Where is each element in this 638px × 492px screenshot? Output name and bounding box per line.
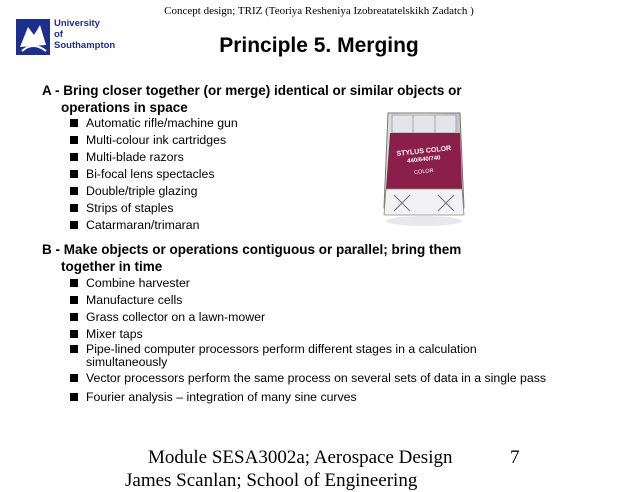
- page-title: Principle 5. Merging: [219, 34, 419, 57]
- bullet-icon: [70, 330, 78, 338]
- section-b-heading-line1: B - Make objects or operations contiguous or parallel; bring them: [42, 242, 462, 257]
- list-item: Manufacture cells: [70, 292, 560, 309]
- list-item: Mixer taps: [70, 326, 560, 343]
- list-item: Multi-blade razors: [70, 149, 238, 166]
- cartridge-label-3: COLOR: [413, 167, 434, 177]
- list-item: Bi-focal lens spectacles: [70, 166, 238, 183]
- list-item: Strips of staples: [70, 200, 238, 217]
- cartridge-label-1: STYLUS COLOR: [396, 145, 452, 158]
- list-item: Combine harvester: [70, 275, 560, 292]
- list-item: Automatic rifle/machine gun: [70, 115, 238, 132]
- bullet-icon: [70, 296, 78, 304]
- section-b-heading-line2: together in time: [61, 259, 163, 274]
- footer-author: James Scanlan; School of Engineering: [125, 470, 418, 491]
- list-item: Double/triple glazing: [70, 183, 238, 200]
- cartridge-label-2: 440/640/740: [406, 155, 441, 165]
- logo-line2: of Southampton: [54, 29, 116, 51]
- bullet-icon: [70, 170, 78, 178]
- list-item: Fourier analysis – integration of many sine curves: [70, 389, 560, 406]
- section-a-list: [70, 115, 238, 234]
- bullet-icon: [70, 393, 78, 401]
- section-b-heading: [42, 241, 461, 275]
- list-item: Pipe-lined computer processors perform different stages in a calculation simultaneously: [70, 343, 560, 368]
- bullet-icon: [70, 345, 78, 353]
- list-item: Vector processors perform the same process on several sets of data in a single pass: [70, 372, 560, 385]
- bullet-icon: [70, 313, 78, 321]
- bullet-icon: [70, 153, 78, 161]
- bullet-icon: [70, 119, 78, 127]
- bullet-icon: [70, 204, 78, 212]
- bullet-icon: [70, 187, 78, 195]
- footer-module: Module SESA3002a; Aerospace Design: [148, 447, 453, 468]
- header-text: Concept design; TRIZ (Teoriya Resheniya Izobreatatelskikh Zadatch ): [164, 5, 474, 17]
- list-item: Catarmaran/trimaran: [70, 217, 238, 234]
- list-item: Grass collector on a lawn-mower: [70, 309, 560, 326]
- page-number: 7: [510, 447, 520, 468]
- section-a-heading-line2: operations in space: [61, 100, 188, 115]
- bullet-icon: [70, 374, 78, 382]
- ink-cartridge-image: [380, 103, 468, 233]
- bullet-icon: [70, 221, 78, 229]
- list-item: Multi-colour ink cartridges: [70, 132, 238, 149]
- section-b-list: [70, 275, 560, 406]
- section-a-heading-line1: A - Bring closer together (or merge) identical or similar objects or: [42, 83, 462, 98]
- logo-line1: University: [54, 18, 100, 29]
- bullet-icon: [70, 279, 78, 287]
- bullet-icon: [70, 136, 78, 144]
